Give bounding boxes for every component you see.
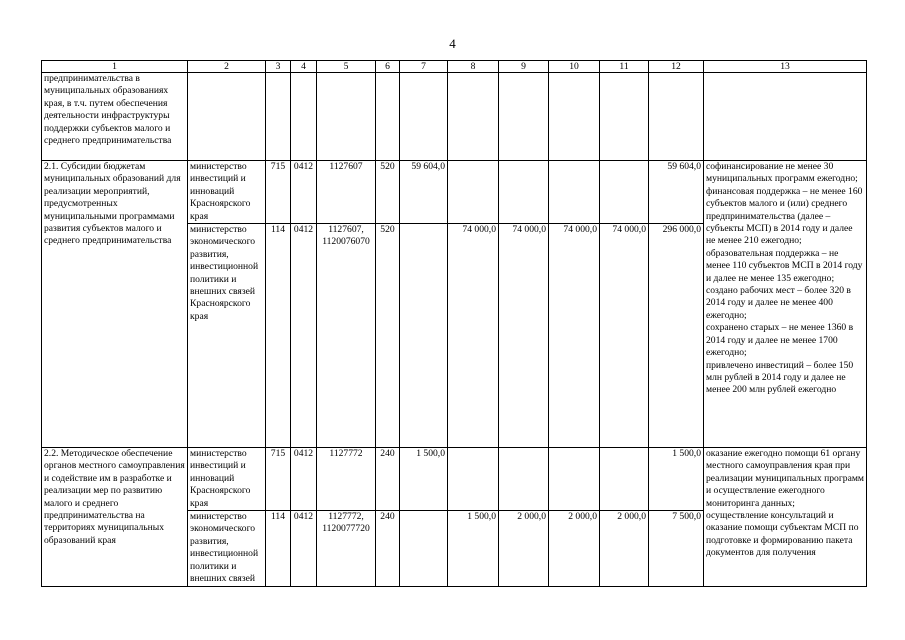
agency-cell: министерство экономического развития, инвестиционной политики и внешних связей	[188, 511, 266, 586]
vr-code: 240	[376, 448, 400, 511]
table-row	[42, 161, 867, 224]
column-header: 5	[317, 61, 376, 73]
grbs-code: 715	[266, 161, 291, 224]
amount-cell: 1 500,0	[448, 511, 499, 586]
amount-cell: 74 000,0	[448, 224, 499, 448]
amount-cell	[499, 161, 549, 224]
amount-cell: 74 000,0	[499, 224, 549, 448]
amount-cell	[600, 161, 649, 224]
amount-cell	[400, 224, 448, 448]
table-row-carryover	[42, 73, 867, 161]
vr-code: 520	[376, 224, 400, 448]
amount-cell: 2 000,0	[549, 511, 600, 586]
rzpr-code: 0412	[291, 161, 317, 224]
expected-result: оказание ежегодно помощи 61 органу местного самоуправления края при реализации муниципальных программ и осуществление ежегодного мониторинга данных; осуществление консультаций и оказание помощи субъектам МСП по подготовке и формированию пакета документов для получения	[704, 448, 867, 586]
column-header: 2	[188, 61, 266, 73]
expected-result: софинансирование не менее 30 муниципальных программ ежегодно; финансовая поддержка – не менее 160 субъектов малого и (или) среднего предпринимательства (далее – субъекты МСП) в 2014 году и далее не менее 210 ежегодно; образовательная поддержка – не менее 110 субъектов МСП в 2014 году и далее не менее 135 ежегодно; создано рабочих мест – более 320 в 2014 году и далее не менее 400 ежегодно; сохранено старых – не менее 1360 в 2014 году и далее не менее 1700 ежегодно; привлечено инвестиций – более 150 млн рублей в 2014 году и далее не менее 200 млн рублей ежегодно	[704, 161, 867, 448]
agency-cell: министерство экономического развития, инвестиционной политики и внешних связей Красноярского края	[188, 224, 266, 448]
vr-code: 240	[376, 511, 400, 586]
rzpr-code: 0412	[291, 448, 317, 511]
amount-cell	[549, 448, 600, 511]
page-number: 4	[449, 36, 456, 51]
column-header: 3	[266, 61, 291, 73]
column-header: 11	[600, 61, 649, 73]
amount-cell: 59 604,0	[400, 161, 448, 224]
total-cell: 1 500,0	[649, 448, 704, 511]
table-row	[42, 448, 867, 511]
csr-code: 1127607, 1120076070	[317, 224, 376, 448]
grbs-code: 114	[266, 224, 291, 448]
csr-code: 1127772	[317, 448, 376, 511]
amount-cell	[499, 448, 549, 511]
column-header: 10	[549, 61, 600, 73]
column-header: 13	[704, 61, 867, 73]
column-header: 12	[649, 61, 704, 73]
csr-code: 1127607	[317, 161, 376, 224]
grbs-code: 715	[266, 448, 291, 511]
rzpr-code: 0412	[291, 224, 317, 448]
amount-cell	[448, 161, 499, 224]
total-cell: 7 500,0	[649, 511, 704, 586]
carryover-text: предпринимательства в муниципальных образованиях края, в т.ч. путем обеспечения деятельности инфраструктуры поддержки субъектов малого и среднего предпринимательства	[42, 73, 188, 161]
total-cell: 59 604,0	[649, 161, 704, 224]
amount-cell: 2 000,0	[499, 511, 549, 586]
column-header: 6	[376, 61, 400, 73]
column-header: 4	[291, 61, 317, 73]
grbs-code: 114	[266, 511, 291, 586]
column-header: 1	[42, 61, 188, 73]
column-number-row	[42, 61, 867, 73]
column-header: 8	[448, 61, 499, 73]
csr-code: 1127772, 1120077720	[317, 511, 376, 586]
amount-cell	[600, 448, 649, 511]
measure-title: 2.1. Субсидии бюджетам муниципальных образований для реализации мероприятий, предусмотренных муниципальными программами развития субъектов малого и среднего предпринимательства	[42, 161, 188, 448]
amount-cell: 74 000,0	[549, 224, 600, 448]
amount-cell	[400, 511, 448, 586]
total-cell: 296 000,0	[649, 224, 704, 448]
amount-cell: 1 500,0	[400, 448, 448, 511]
agency-cell: министерство инвестиций и инноваций Красноярского края	[188, 161, 266, 224]
amount-cell: 74 000,0	[600, 224, 649, 448]
vr-code: 520	[376, 161, 400, 224]
amount-cell	[549, 161, 600, 224]
rzpr-code: 0412	[291, 511, 317, 586]
program-table	[41, 60, 867, 587]
measure-title: 2.2. Методическое обеспечение органов местного самоуправления и содействие им в разработке и реализации мер по развитию малого и среднего предпринимательства на территориях муниципальных образований края	[42, 448, 188, 586]
amount-cell: 2 000,0	[600, 511, 649, 586]
column-header: 9	[499, 61, 549, 73]
agency-cell: министерство инвестиций и инноваций Красноярского края	[188, 448, 266, 511]
column-header: 7	[400, 61, 448, 73]
amount-cell	[448, 448, 499, 511]
